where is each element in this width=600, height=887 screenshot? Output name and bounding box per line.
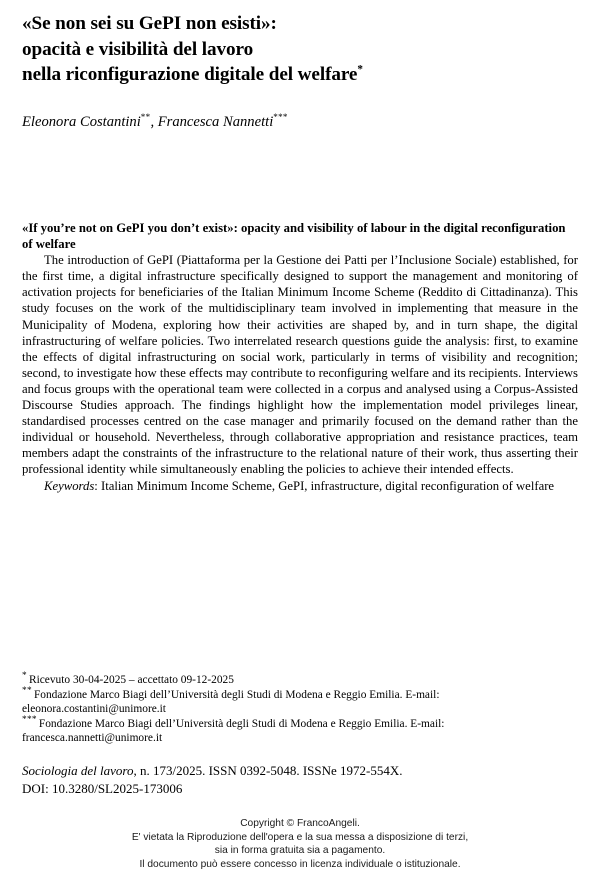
journal-issue-info: , n. 173/2025. ISSN 0392-5048. ISSNe 1972-554X. <box>133 763 403 778</box>
copyright-line-2: E' vietata la Riproduzione dell'opera e la sua messa a disposizione di terzi, <box>131 831 469 843</box>
author-second-footnote-marker: *** <box>273 112 288 123</box>
abstract-heading: «If you’re not on GePI you don’t exist»: opacity and visibility of labour in the digital reconfiguration of welfare <box>22 221 566 252</box>
journal-reference-block <box>22 762 578 797</box>
author-first-footnote-marker: ** <box>140 112 151 123</box>
footnote-marker-2: ** <box>22 685 32 696</box>
author-list <box>22 113 578 131</box>
keywords-value: Italian Minimum Income Scheme, GePI, infrastructure, digital reconfiguration of welfare <box>100 478 555 493</box>
author-name-second: Francesca Nannetti <box>157 114 274 130</box>
title-line-2 <box>22 37 578 63</box>
footnote-text-2: Fondazione Marco Biagi dell’Università degli Studi di Modena e Reggio Emilia. E-mail: eleonora.costantini@unimore.it <box>22 688 440 716</box>
title-footnote-marker: * <box>357 63 363 76</box>
footnote-marker-3: *** <box>22 714 37 725</box>
author-separator: , <box>150 114 158 130</box>
journal-citation <box>22 762 578 780</box>
footnote-marker-1: * <box>22 671 27 682</box>
footnote-text-3: Fondazione Marco Biagi dell’Università degli Studi di Modena e Reggio Emilia. E-mail: francesca.nannetti@unimore.it <box>22 717 445 745</box>
title-line-1 <box>22 11 578 37</box>
title-line-3 <box>22 62 578 88</box>
copyright-footer <box>0 817 600 871</box>
page-title <box>22 11 578 88</box>
footnote-affiliation-second-author <box>22 714 578 746</box>
title-line-1-text: «Se non sei su GePI non esisti»: <box>22 13 277 34</box>
footnote-received-accepted <box>22 673 578 688</box>
abstract-section <box>22 220 578 494</box>
abstract-body: The introduction of GePI (Piattaforma per la Gestione dei Patti per l’Inclusione Sociale) established, for the first time, a digital infrastructure specifically designed to support the management and monitoring of activation projects for beneficiaries of the Italian Minimum Income Scheme (Reddito di Cittadinanza). This study focuses on the work of the multidisciplinary team involved in implementing that measure in the Municipality of Modena, exploring how their activities are shaped by, and in turn shape, the digital infrastructuring of welfare policies. Two interrelated research questions guide the analysis: first, to examine the effects of digital infrastructuring on social work, particularly in terms of visibility and recognition; second, to investigate how these effects may contribute to reconfiguring welfare and its recipients. Interviews and focus groups with the operational team were collected in a corpus and analysed using a Corpus-Assisted Discourse Studies approach. The findings highlight how the implementation model privileges linear, standardised processes centred on the case manager and primarily focused on the demand rather than the individual or household. Nevertheless, through collaborative appropriation and resistance practices, team members adapt the constraints of the infrastructure to the relational nature of their work, thus asserting their professional identity while simultaneously enabling the policies to achieve their intended effects. <box>22 253 578 477</box>
keywords-line <box>22 478 578 494</box>
keywords-label: Keywords <box>44 478 95 493</box>
doi-line: DOI: 10.3280/SL2025-173006 <box>22 780 183 796</box>
author-name-first: Eleonora Costantini <box>22 114 141 130</box>
footnote-affiliation-first-author <box>22 685 578 717</box>
copyright-line-3: sia in forma gratuita sia a pagamento. <box>214 845 386 857</box>
title-line-3-text: nella riconfigurazione digitale del welfare <box>22 64 358 86</box>
copyright-line-4: Il documento può essere concesso in licenza individuale o istituzionale. <box>139 858 461 870</box>
copyright-line-1: Copyright © FrancoAngeli. <box>240 818 360 829</box>
title-line-2-text: opacità e visibilità del lavoro <box>22 38 254 60</box>
footnote-text-1: Ricevuto 30-04-2025 – accettato 09-12-2025 <box>28 674 234 686</box>
keywords-separator: : <box>94 478 101 493</box>
journal-name: Sociologia del lavoro <box>22 763 134 778</box>
footnote-block <box>22 673 578 746</box>
